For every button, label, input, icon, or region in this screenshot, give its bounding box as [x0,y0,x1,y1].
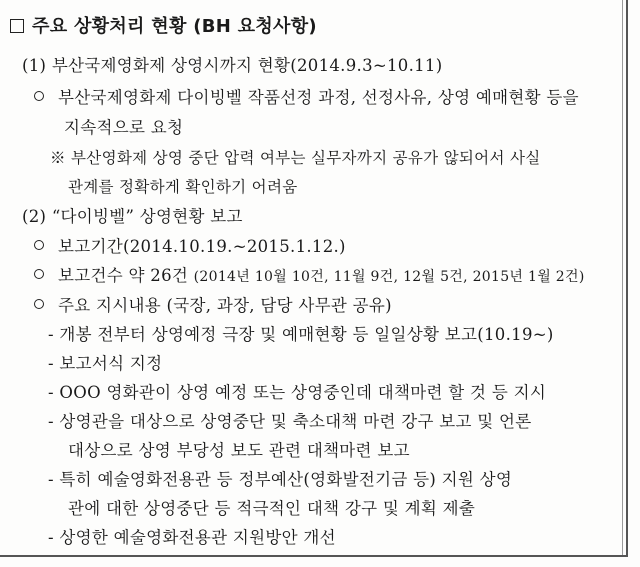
section-heading [10,12,317,38]
instructions-title-text: 주요 지시내용 (국장, 과장, 담당 사무관 공유) [58,296,392,315]
checkbox-square-icon [10,19,24,33]
circle-bullet-icon [34,269,44,279]
section2-title: (2) “다이빙벨” 상영현황 보고 [22,207,243,226]
section2-instructions [34,292,392,316]
heading-text: 주요 상황처리 현황 (BH 요청사항) [32,16,317,37]
instruction-item: - 상영한 예술영화전용관 지원방안 개선 [48,528,336,547]
instruction-item-continuation: 대상으로 상영 부당성 보도 관련 대책마련 보고 [68,441,410,460]
count-main-text: 보고건수 약 26건 [58,266,194,285]
circle-bullet-icon [34,299,44,309]
period-text: 보고기간(2014.10.19.~2015.1.12.) [58,237,346,256]
instruction-item: - 보고서식 지정 [48,354,163,373]
circle-bullet-icon [34,240,44,250]
instruction-item-continuation: 관에 대한 상영중단 등 적극적인 대책 강구 및 계획 제출 [68,499,476,518]
section1-bullet [34,84,579,108]
count-detail-text: (2014년 10월 10건, 11월 9건, 12월 5건, 2015년 1월 2건) [193,269,585,285]
section1-bullet-text-2: 지속적으로 요청 [64,118,184,137]
page-border-inner [622,0,623,555]
section1-bullet-text-1: 부산국제영화제 다이빙벨 작품선정 과정, 선정사유, 상영 예매현황 등을 [58,88,579,107]
section1-title: (1) 부산국제영화제 상영시까지 현황(2014.9.3~10.11) [22,56,443,75]
instruction-item: - 특히 예술영화전용관 등 정부예산(영화발전기금 등) 지원 상영 [48,470,513,489]
section2-period [34,233,346,257]
instruction-item: - OOO 영화관이 상영 예정 또는 상영중인데 대책마련 할 것 등 지시 [48,383,547,402]
circle-bullet-icon [34,91,44,101]
section2-count [34,262,585,286]
instruction-item: - 상영관을 대상으로 상영중단 및 축소대책 마련 강구 보고 및 언론 [48,412,532,431]
section1-note-1: ※ 부산영화제 상영 중단 압력 여부는 실무자까지 공유가 않되어서 사실 [50,149,541,167]
instruction-item: - 개봉 전부터 상영예정 극장 및 예매현황 등 일일상황 보고(10.19~) [48,325,554,344]
section1-note-2: 관계를 정확하게 확인하기 어려움 [68,178,298,196]
